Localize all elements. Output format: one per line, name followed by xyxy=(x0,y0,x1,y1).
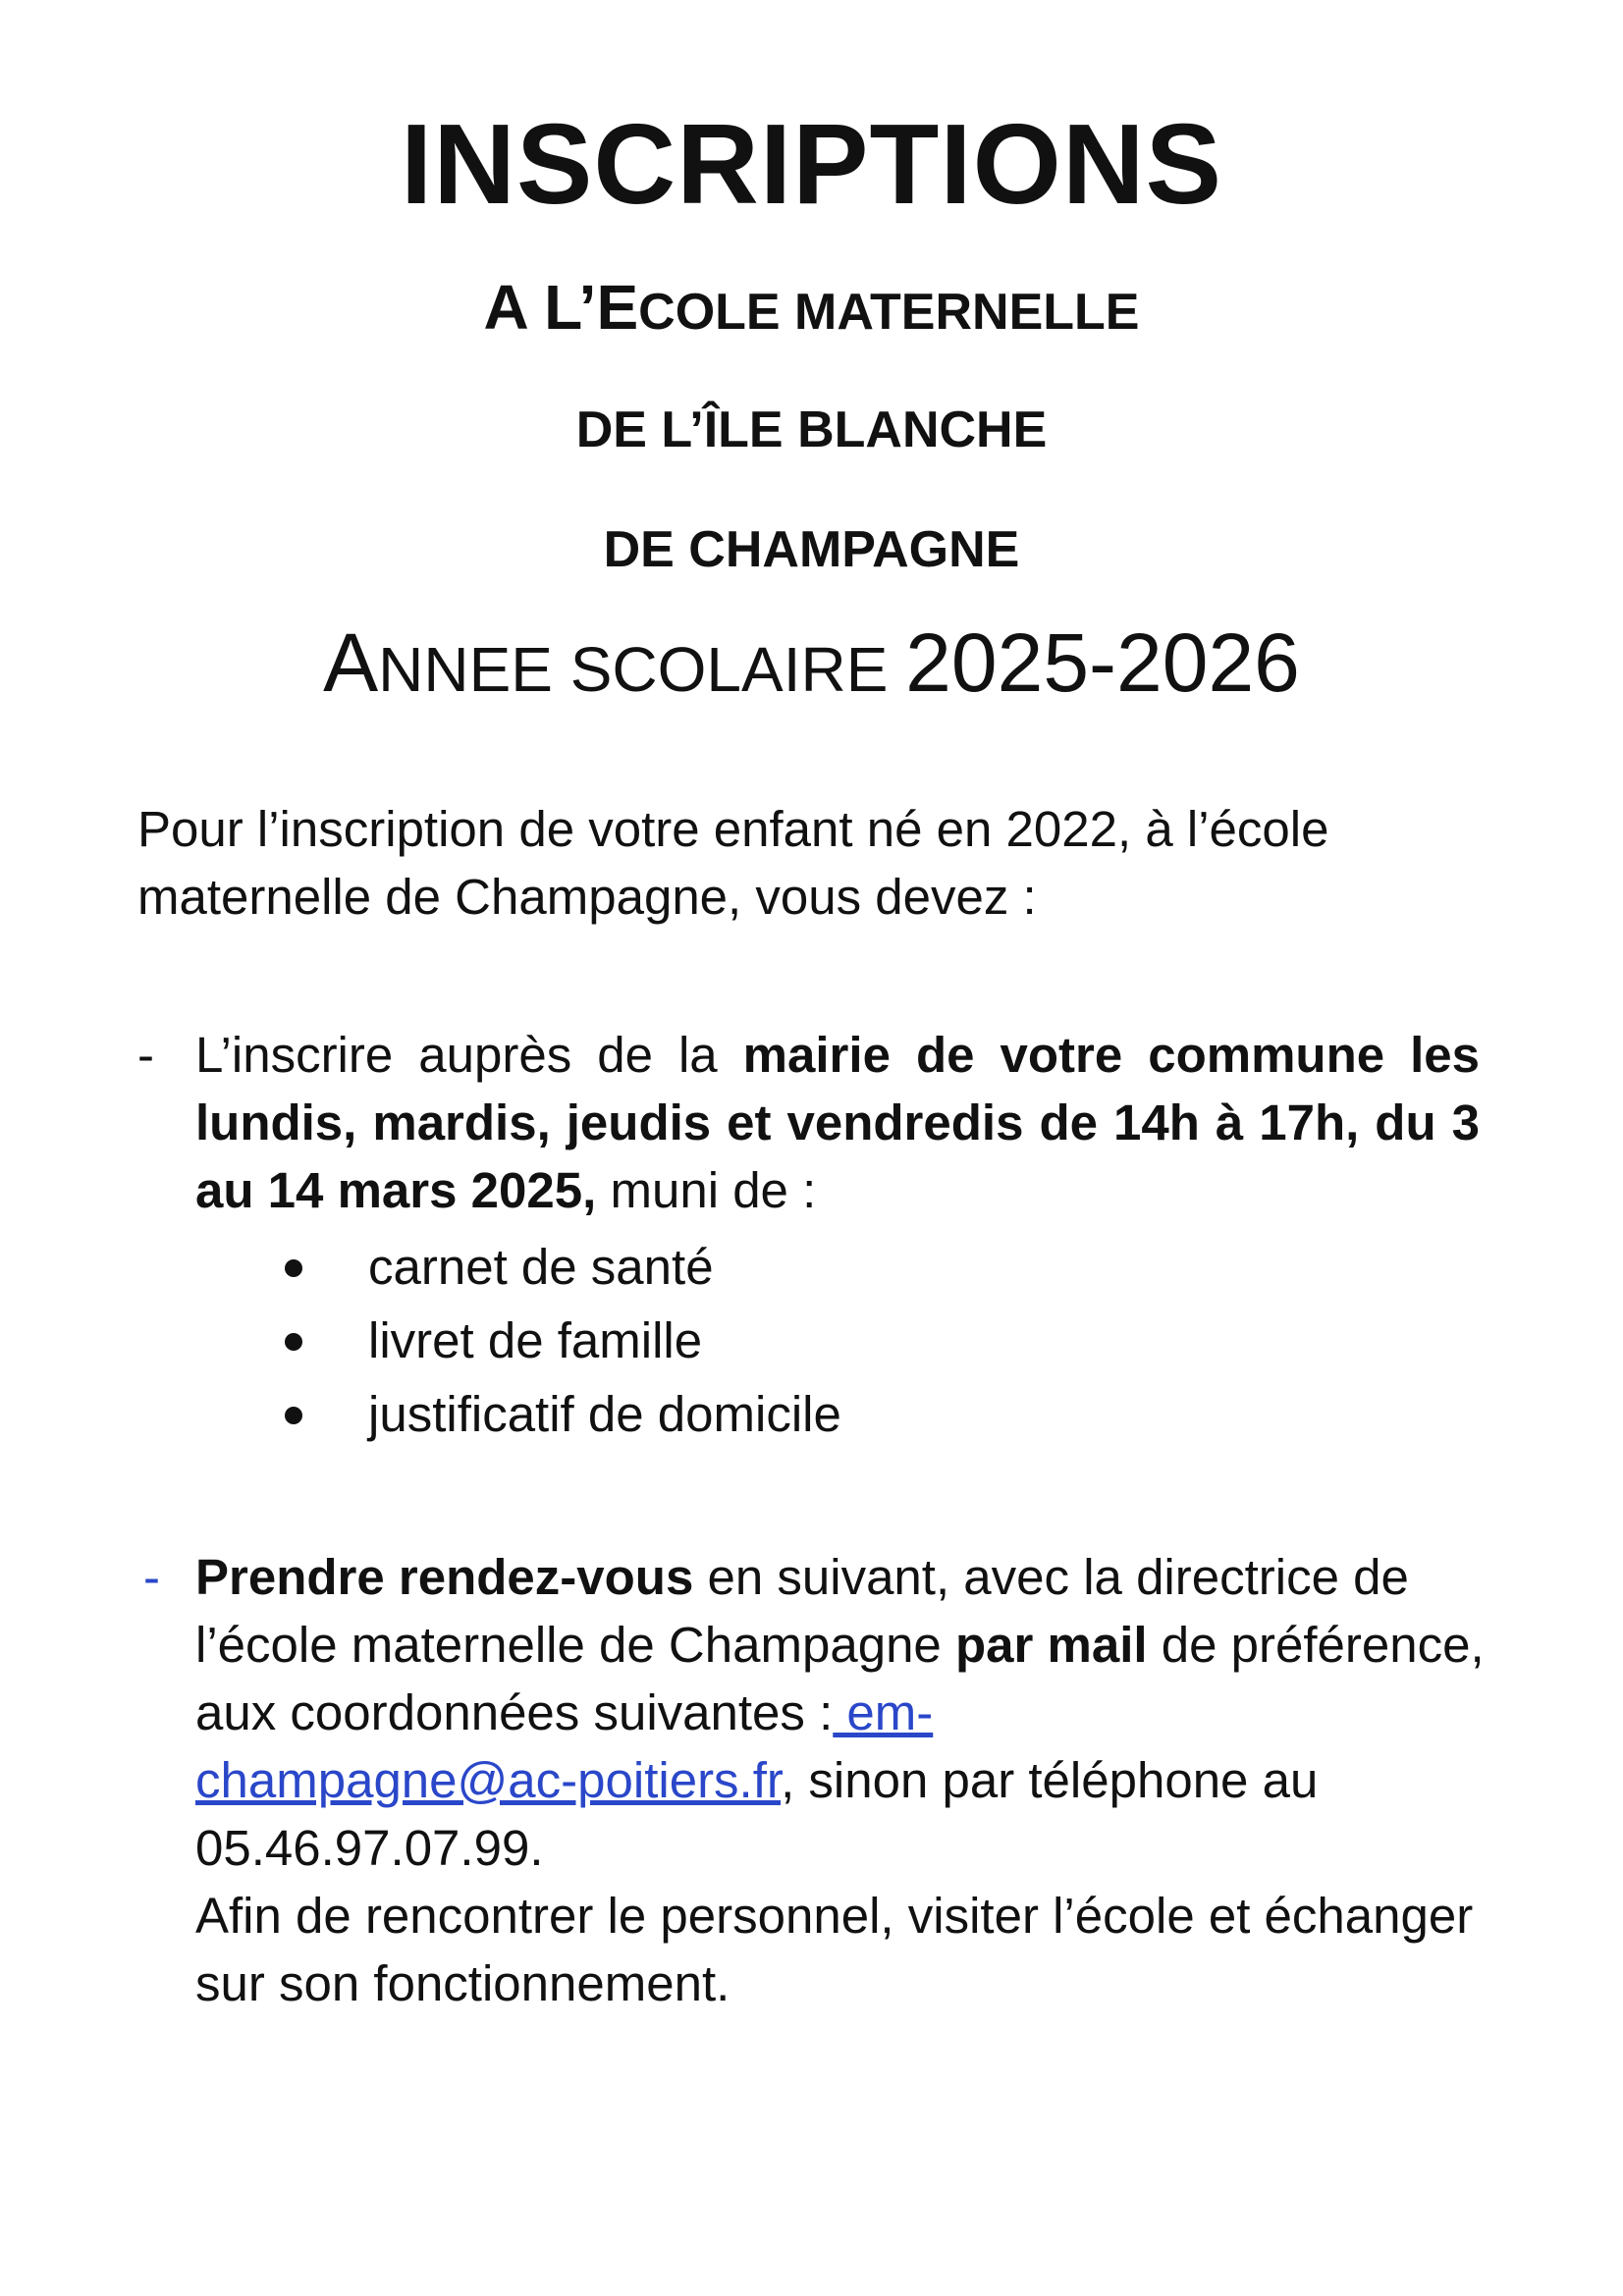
item2-bold-by-mail: par mail xyxy=(954,1617,1148,1673)
bullet-icon xyxy=(285,1333,302,1351)
school-year-value: 2025-2026 xyxy=(905,616,1300,709)
item2-bold-appointment: Prendre rendez-vous xyxy=(195,1549,694,1605)
bullet-icon xyxy=(285,1407,302,1424)
subtitle-town-part-b: HAMPAGNE xyxy=(725,521,1020,578)
registration-mairie-item xyxy=(195,1021,1480,1224)
list-item xyxy=(285,1377,841,1451)
school-year-part-a: A xyxy=(323,616,379,709)
school-year-line xyxy=(0,609,1623,723)
subtitle-school-part-b: COLE MATERNELLE xyxy=(638,284,1140,341)
document-label: justificatif de domicile xyxy=(368,1386,841,1442)
item2-text-d: Afin de rencontrer le personnel, visiter l’école et échanger sur son fonctionnement. xyxy=(195,1888,1474,2011)
item1-text-a: L’inscrire auprès de la xyxy=(195,1027,743,1083)
subtitle-place xyxy=(0,381,1623,474)
list-dash-2: - xyxy=(143,1549,160,1605)
subtitle-school-part-a: A L’E xyxy=(483,272,639,343)
subtitle-town xyxy=(0,501,1623,594)
email-link[interactable]: champagne@ac-poitiers.fr xyxy=(195,1752,782,1808)
list-item xyxy=(285,1304,841,1377)
subtitle-school xyxy=(0,263,1623,356)
subtitle-place-part-b: LE B xyxy=(718,401,835,458)
intro-line-1: Pour l’inscription de votre enfant né en 2022, à l’école xyxy=(137,801,1329,857)
item2-text-c: , sinon par téléphone au 05.46.97.07.99. xyxy=(195,1752,1319,1876)
email-link-part-a[interactable]: em- xyxy=(833,1684,934,1740)
intro-paragraph xyxy=(137,795,1512,931)
required-documents-list xyxy=(285,1230,841,1451)
subtitle-town-part-a: DE C xyxy=(603,521,726,578)
appointment-item xyxy=(195,1543,1511,2017)
main-title: INSCRIPTIONS xyxy=(401,100,1222,228)
list-item xyxy=(285,1230,841,1304)
item1-bold-schedule: mairie de votre commune les lundis, mardis, jeudis et vendredis de 14h à 17h, du 3 au 14 mars 2025, xyxy=(195,1027,1480,1218)
subtitle-place-part-a: DE L’Î xyxy=(575,401,719,458)
subtitle-place-part-c: LANCHE xyxy=(834,401,1048,458)
school-year-part-b: NNEE SCOLAIRE xyxy=(378,634,906,705)
item2-text-b: de préférence, aux coordonnées suivantes : xyxy=(195,1617,1485,1740)
intro-line-2: maternelle de Champagne, vous devez : xyxy=(137,869,1037,925)
list-dash-1: - xyxy=(137,1027,154,1083)
item2-text-a: en suivant, avec la directrice de l’école maternelle de Champagne xyxy=(195,1549,1409,1673)
bullet-icon xyxy=(285,1259,302,1277)
item1-text-b: muni de : xyxy=(596,1162,817,1218)
document-label: carnet de santé xyxy=(368,1239,714,1295)
document-label: livret de famille xyxy=(368,1312,703,1368)
